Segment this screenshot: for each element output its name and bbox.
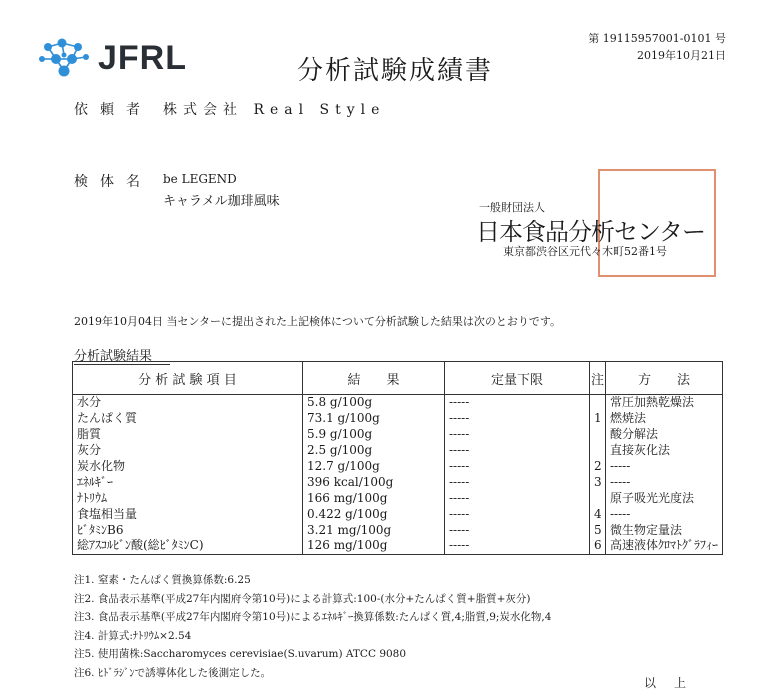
- organization-address: 東京都渋谷区元代々木町52番1号: [503, 245, 667, 258]
- cell-result: 2.5 g/100g: [303, 443, 445, 459]
- cell-method: 燃焼法: [606, 411, 723, 427]
- molecule-logo-icon: [38, 35, 94, 81]
- header-note: 注: [590, 362, 606, 395]
- cell-limit: -----: [445, 506, 590, 522]
- closing-mark: 以上: [644, 676, 705, 690]
- cell-limit: -----: [445, 443, 590, 459]
- cell-note: 2: [590, 459, 606, 475]
- table-row: [73, 506, 723, 522]
- report-date: 2019年10月21日: [637, 49, 726, 62]
- cell-item: 炭水化物: [73, 459, 303, 475]
- cell-item: 脂質: [73, 427, 303, 443]
- cell-note: 4: [590, 506, 606, 522]
- table-row: [73, 538, 723, 554]
- jfrl-logo: [38, 34, 187, 82]
- note-line: 注6. ﾋﾄﾞﾗｼﾞﾝで誘導体化した後測定した。: [74, 666, 272, 679]
- table-row: [73, 459, 723, 475]
- table-row: [73, 427, 723, 443]
- cell-note: [590, 490, 606, 506]
- logo-text: JFRL: [98, 38, 187, 77]
- cell-result: 5.8 g/100g: [303, 395, 445, 411]
- organization-subtitle: 一般財団法人: [479, 201, 545, 214]
- table-row: [73, 395, 723, 411]
- results-table: [72, 361, 723, 555]
- table-row: [73, 474, 723, 490]
- cell-limit: -----: [445, 522, 590, 538]
- report-number: 第 19115957001-0101 号: [588, 32, 726, 45]
- cell-result: 73.1 g/100g: [303, 411, 445, 427]
- cell-result: 396 kcal/100g: [303, 474, 445, 490]
- client-label: 依頼者: [74, 102, 152, 118]
- cell-limit: -----: [445, 411, 590, 427]
- table-row: [73, 490, 723, 506]
- note-line: 注1. 窒素・たんぱく質換算係数:6.25: [74, 574, 251, 586]
- note-line: 注2. 食品表示基準(平成27年内閣府令第10号)による計算式:100-(水分+たんぱく質+脂質+灰分): [74, 592, 531, 605]
- cell-method: -----: [606, 474, 723, 490]
- note-line: 注3. 食品表示基準(平成27年内閣府令第10号)によるｴﾈﾙｷﾞｰ換算係数:たんぱく質,4;脂質,9;炭水化物,4: [74, 611, 552, 623]
- cell-method: 直接灰化法: [606, 443, 723, 459]
- header-method: 方 法: [606, 362, 723, 395]
- cell-note: 5: [590, 522, 606, 538]
- cell-method: -----: [606, 459, 723, 475]
- client-value: 株式会社 Real Style: [163, 102, 386, 118]
- cell-note: [590, 427, 606, 443]
- cell-item: ｴﾈﾙｷﾞｰ: [73, 474, 303, 490]
- cell-limit: -----: [445, 459, 590, 475]
- note-line: 注5. 使用菌株:Saccharomyces cerevisiae(S.uvarum) ATCC 9080: [74, 648, 407, 660]
- organization-name: 日本食品分析センター: [476, 219, 706, 246]
- cell-result: 5.9 g/100g: [303, 427, 445, 443]
- cell-method: 酸分解法: [606, 427, 723, 443]
- cell-limit: -----: [445, 427, 590, 443]
- sample-name-line2: キャラメル珈琲風味: [163, 194, 280, 209]
- cell-method: -----: [606, 506, 723, 522]
- cell-method: 微生物定量法: [606, 522, 723, 538]
- cell-limit: -----: [445, 395, 590, 411]
- cell-result: 12.7 g/100g: [303, 459, 445, 475]
- cell-item: 総ｱｽｺﾙﾋﾞﾝ酸(総ﾋﾞﾀﾐﾝC): [73, 538, 303, 554]
- cell-result: 0.422 g/100g: [303, 506, 445, 522]
- cell-item: たんぱく質: [73, 411, 303, 427]
- table-row: [73, 522, 723, 538]
- cell-limit: -----: [445, 474, 590, 490]
- cell-item: 水分: [73, 395, 303, 411]
- cell-method: 原子吸光光度法: [606, 490, 723, 506]
- cell-item: ﾅﾄﾘｳﾑ: [73, 490, 303, 506]
- notes-list: [74, 571, 551, 682]
- note-line: 注4. 計算式:ﾅﾄﾘｳﾑ×2.54: [74, 629, 192, 642]
- cell-result: 126 mg/100g: [303, 538, 445, 554]
- table-body: [73, 395, 723, 555]
- table-header-row: [73, 362, 723, 395]
- sample-label: 検体名: [74, 174, 152, 190]
- sample-name-line1: be LEGEND: [163, 172, 237, 186]
- document-title: 分析試験成績書: [297, 56, 494, 86]
- cell-result: 166 mg/100g: [303, 490, 445, 506]
- table-row: [73, 443, 723, 459]
- cell-note: 6: [590, 538, 606, 554]
- cell-item: ﾋﾞﾀﾐﾝB6: [73, 522, 303, 538]
- section-title: 分析試験結果: [74, 345, 170, 365]
- cell-limit: -----: [445, 490, 590, 506]
- cell-note: 1: [590, 411, 606, 427]
- header-item: 分 析 試 験 項 目: [73, 362, 303, 395]
- table-row: [73, 411, 723, 427]
- cell-limit: -----: [445, 538, 590, 554]
- cell-item: 食塩相当量: [73, 506, 303, 522]
- header-limit: 定量下限: [445, 362, 590, 395]
- cell-note: [590, 395, 606, 411]
- cell-item: 灰分: [73, 443, 303, 459]
- cell-result: 3.21 mg/100g: [303, 522, 445, 538]
- intro-text: 2019年10月04日 当センターに提出された上記検体について分析試験した結果は次のとおりです。: [74, 315, 561, 328]
- cell-method: 高速液体ｸﾛﾏﾄｸﾞﾗﾌｨｰ: [606, 538, 723, 554]
- cell-note: 3: [590, 474, 606, 490]
- cell-method: 常圧加熱乾燥法: [606, 395, 723, 411]
- cell-note: [590, 443, 606, 459]
- header-result: 結 果: [303, 362, 445, 395]
